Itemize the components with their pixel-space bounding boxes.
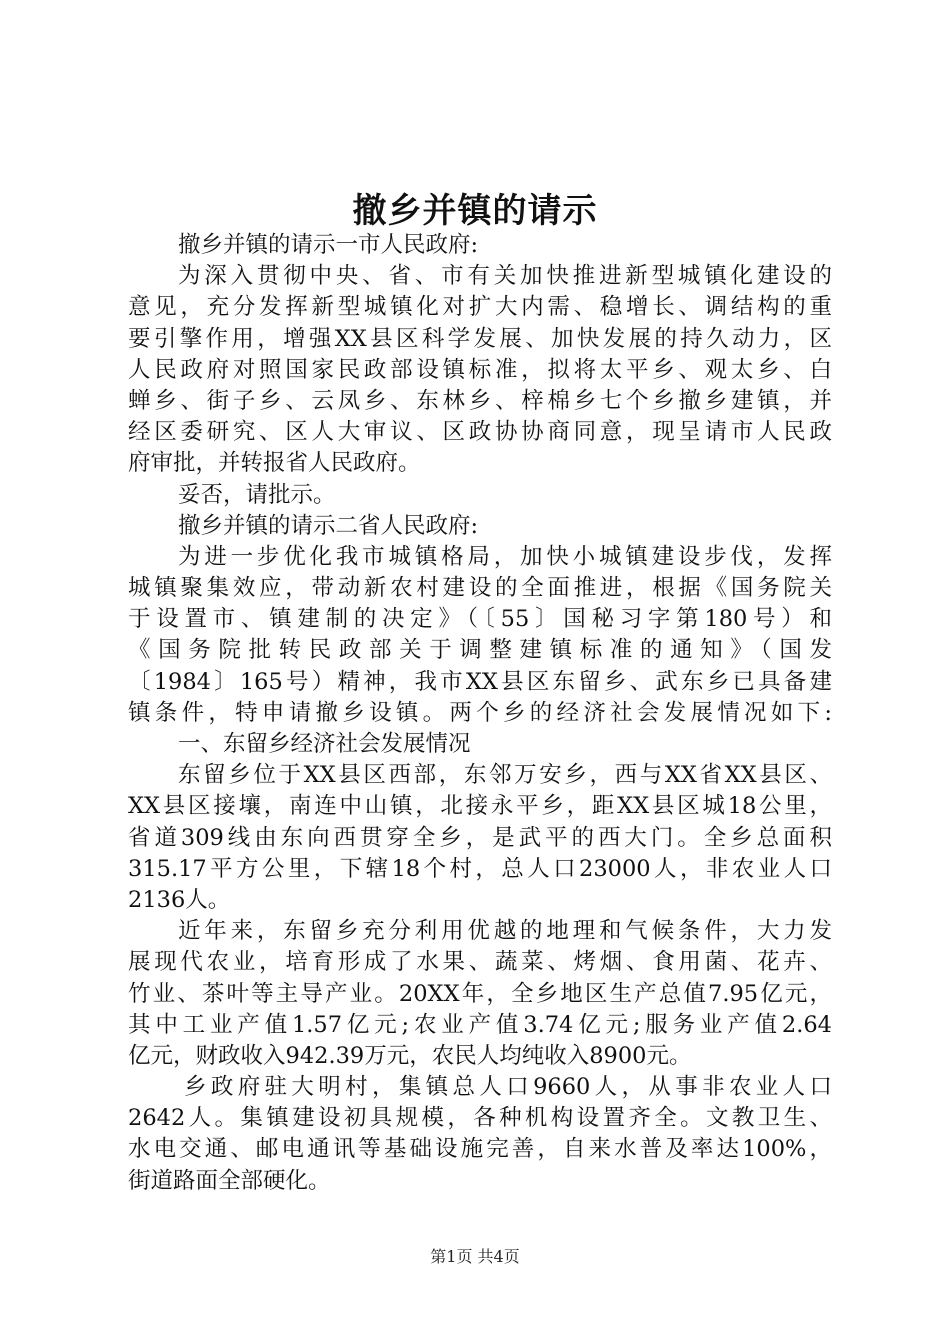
text-line: 近年来，东留乡充分利用优越的地理和气候条件，大力发	[178, 918, 832, 945]
text-line: 府审批，并转报省人民政府。	[128, 450, 421, 477]
text-line: 街道路面全部硬化。	[128, 1167, 331, 1194]
text-line: 于设置市、镇建制的决定》（〔55〕国秘习字第180号）和	[128, 606, 832, 633]
text-line: 人民政府对照国家民政部设镇标准，拟将太平乡、观太乡、白	[128, 356, 832, 383]
document-title: 撤乡并镇的请示	[352, 191, 598, 231]
text-line: 撤乡并镇的请示二省人民政府:	[178, 512, 479, 539]
text-line: 《国务院批转民政部关于调整建镇标准的通知》（国发	[128, 637, 832, 664]
text-line: 妥否，请批示。	[178, 481, 336, 508]
text-line: 2136人。	[128, 886, 231, 913]
text-line: 要引擎作用，增强XX县区科学发展、加快发展的持久动力，区	[128, 325, 832, 352]
text-line: 蝉乡、街子乡、云凤乡、东林乡、梓棉乡七个乡撤乡建镇，并	[128, 387, 832, 414]
text-line: 镇条件，特申请撤乡设镇。两个乡的经济社会发展情况如下:	[128, 699, 832, 726]
text-line: 意见，充分发挥新型城镇化对扩大内需、稳增长、调结构的重	[128, 294, 832, 321]
text-line: 其中工业产值1.57亿元;农业产值3.74亿元;服务业产值2.64	[128, 1011, 832, 1038]
text-line: 竹业、茶叶等主导产业。20XX年，全乡地区生产总值7.95亿元，	[128, 980, 832, 1007]
text-line: 城镇聚集效应，带动新农村建设的全面推进，根据《国务院关	[128, 575, 832, 602]
text-line: XX县区接壤，南连中山镇，北接永平乡，距XX县区城18公里，	[128, 793, 832, 820]
text-line: 2642人。集镇建设初具规模，各种机构设置齐全。文教卫生、	[128, 1105, 832, 1132]
text-line: 撤乡并镇的请示一市人民政府:	[178, 232, 479, 258]
text-line: 省道309线由东向西贯穿全乡，是武平的西大门。全乡总面积	[128, 824, 832, 851]
text-line: 一、东留乡经济社会发展情况	[178, 731, 471, 757]
document-body	[128, 230, 832, 1197]
text-line: 水电交通、邮电通讯等基础设施完善，自来水普及率达100%，	[128, 1136, 832, 1163]
text-line: 为进一步优化我市城镇格局，加快小城镇建设步伐，发挥	[178, 543, 832, 570]
text-line: 〔1984〕165号）精神，我市XX县区东留乡、武东乡已具备建	[128, 668, 832, 695]
text-line: 亿元，财政收入942.39万元，农民人均纯收入8900元。	[128, 1042, 692, 1069]
text-line: 展现代农业，培育形成了水果、蔬菜、烤烟、食用菌、花卉、	[128, 949, 832, 976]
text-line: 经区委研究、区人大审议、区政协协商同意，现呈请市人民政	[128, 419, 832, 446]
page-footer: 第1页 共4页	[430, 1247, 520, 1266]
text-line: 为深入贯彻中央、省、市有关加快推进新型城镇化建设的	[178, 263, 832, 290]
text-line: 东留乡位于XX县区西部，东邻万安乡，西与XX省XX县区、	[178, 762, 832, 789]
text-line: 乡政府驻大明村，集镇总人口9660人，从事非农业人口	[184, 1074, 832, 1101]
text-line: 315.17平方公里，下辖18个村，总人口23000人，非农业人口	[128, 855, 832, 882]
